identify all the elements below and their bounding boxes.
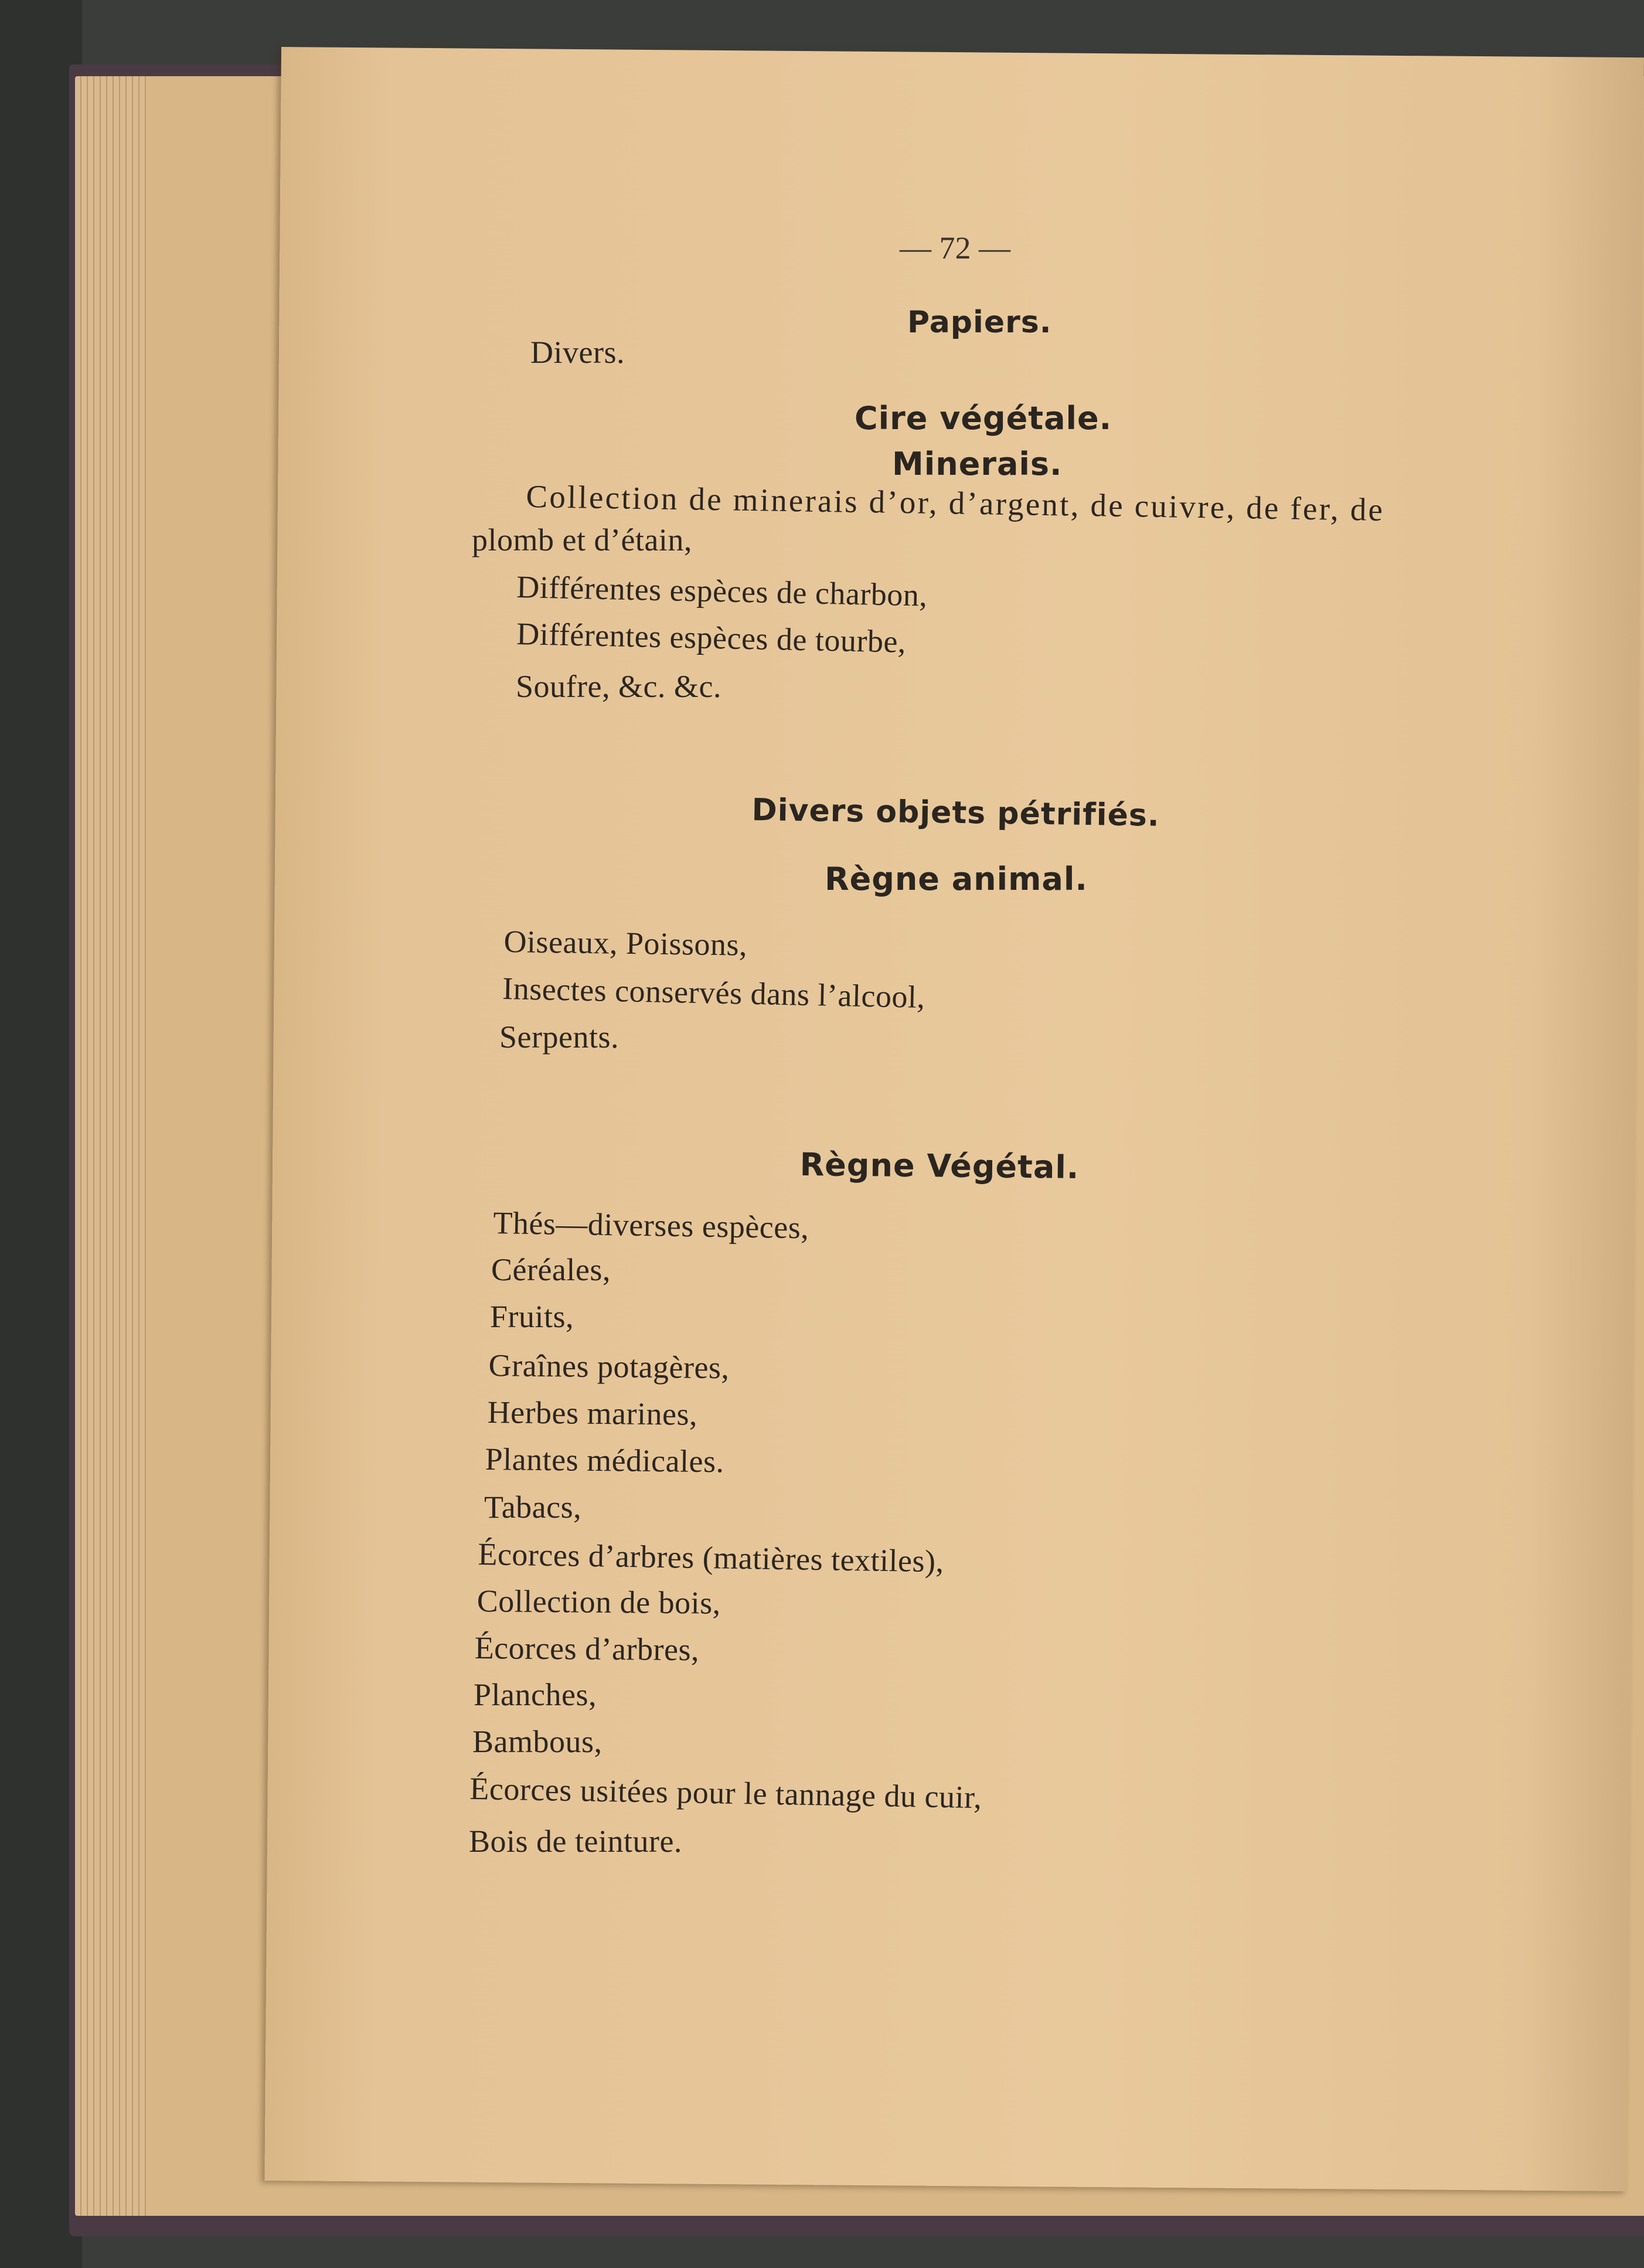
vegetal-item: Herbes marines, — [487, 1395, 698, 1432]
vegetal-item: Écorces usitées pour le tannage du cuir, — [469, 1770, 982, 1815]
vegetal-item: Plantes médicales. — [485, 1441, 724, 1480]
papiers-item: Divers. — [530, 335, 625, 370]
animal-item: Insectes conservés dans l’alcool, — [502, 970, 926, 1015]
page-number: — 72 — — [900, 230, 1010, 266]
heading-papiers: Papiers. — [907, 305, 1052, 340]
vegetal-item: Tabacs, — [484, 1490, 582, 1525]
vegetal-item: Bois de teinture. — [469, 1824, 682, 1859]
vegetal-item: Thés—diverses espèces, — [493, 1205, 809, 1246]
minerais-item: plomb et d’étain, — [472, 522, 692, 557]
minerais-item: Différentes espèces de charbon, — [516, 569, 928, 613]
animal-item: Oiseaux, Poissons, — [503, 923, 748, 963]
vegetal-item: Planches, — [474, 1677, 597, 1712]
heading-cire-vegetale: Cire végétale. — [855, 400, 1112, 437]
heading-regne-animal: Règne animal. — [825, 861, 1088, 897]
vegetal-item: Bambous, — [472, 1724, 603, 1759]
minerais-item: Soufre, &c. &c. — [516, 669, 721, 704]
animal-item: Serpents. — [499, 1019, 619, 1055]
vegetal-item: Fruits, — [490, 1299, 574, 1334]
heading-minerais: Minerais. — [892, 446, 1063, 482]
vegetal-item: Écorces d’arbres (matières textiles), — [478, 1536, 945, 1579]
heading-divers-objets-petrifies: Divers objets pétrifiés. — [751, 793, 1160, 834]
minerais-item: Collection de minerais d’or, d’argent, de cuivre, de fer, de — [526, 478, 1385, 528]
heading-regne-vegetal: Règne Végétal. — [799, 1146, 1080, 1186]
vegetal-item: Céréales, — [491, 1252, 611, 1287]
vegetal-item: Graînes potagères, — [488, 1348, 730, 1386]
vegetal-item: Écorces d’arbres, — [474, 1630, 700, 1668]
minerais-item: Différentes espèces de tourbe, — [516, 616, 907, 659]
vegetal-item: Collection de bois, — [476, 1583, 721, 1621]
